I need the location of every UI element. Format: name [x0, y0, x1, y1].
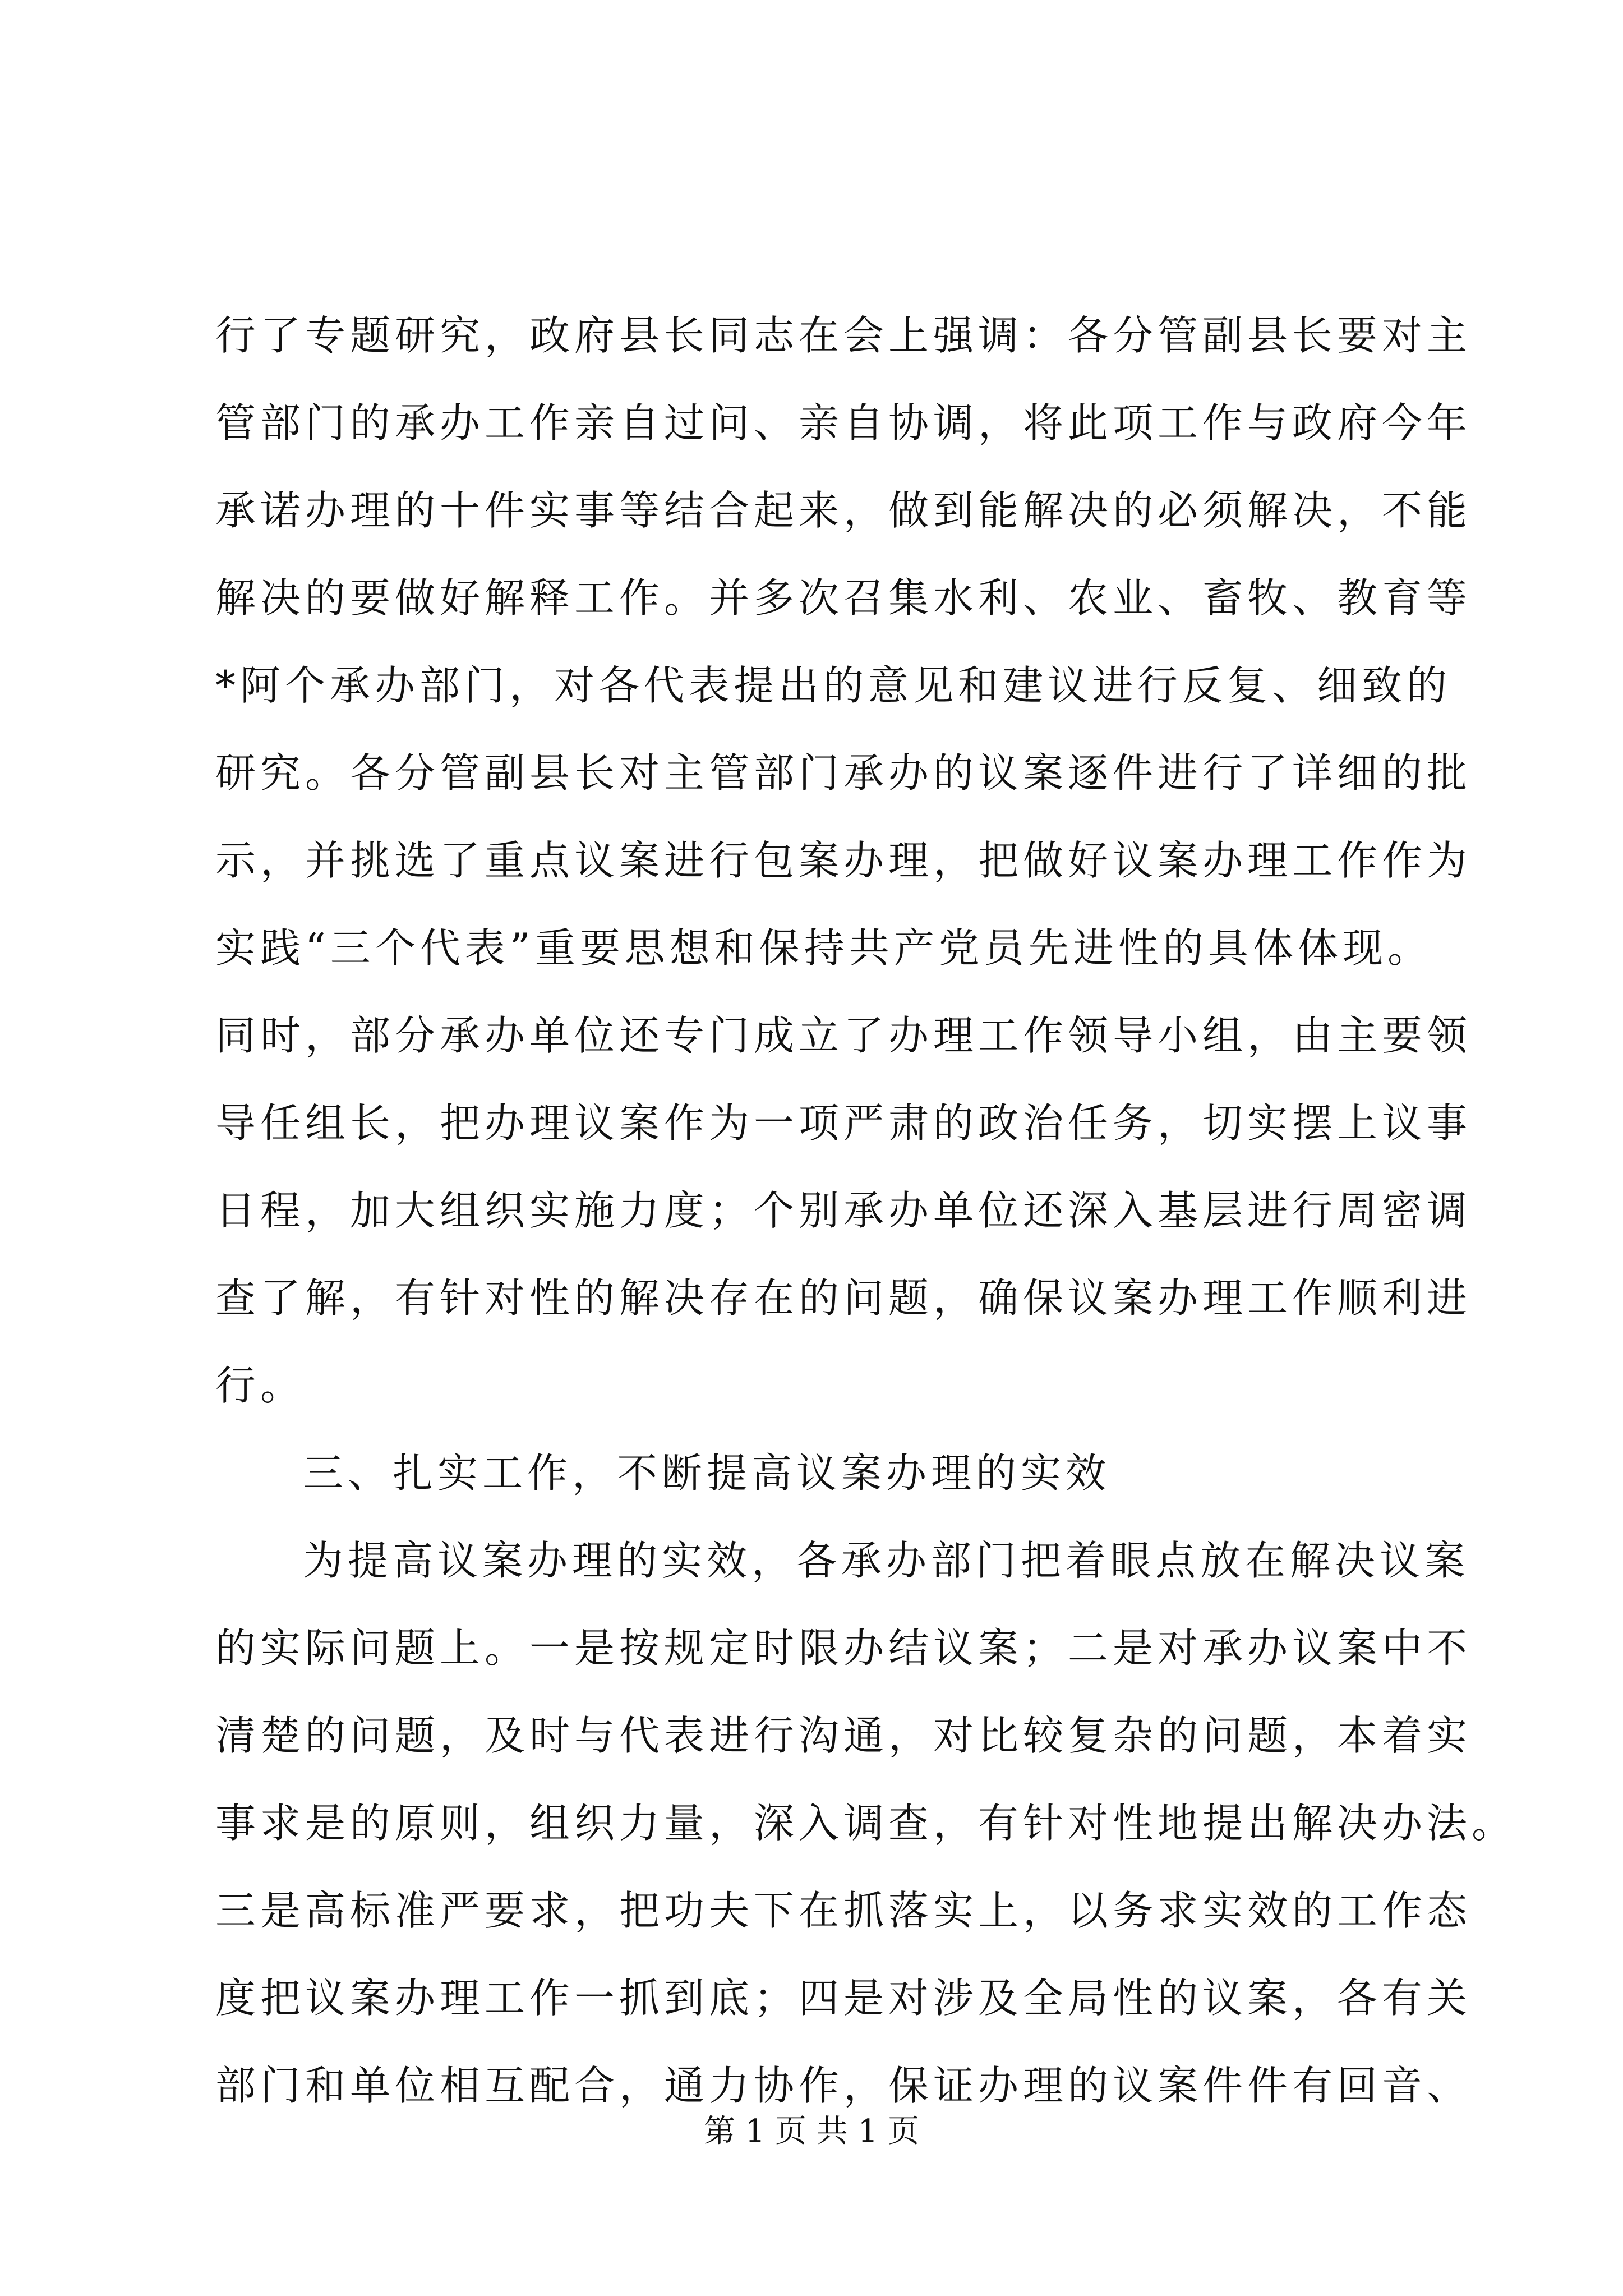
- text-line: 承诺办理的十件实事等结合起来，做到能解决的必须解决，不能: [215, 487, 1472, 534]
- page-number: 第 1 页 共 1 页: [703, 2113, 920, 2150]
- text-line: *阿个承办部门，对各代表提出的意见和建议进行反复、细致的: [215, 662, 1452, 709]
- text-line: 行。: [215, 1362, 306, 1409]
- text-line: 示，并挑选了重点议案进行包案办理，把做好议案办理工作作为: [215, 837, 1472, 884]
- text-line: 导任组长，把办理议案作为一项严肃的政治任务，切实摆上议事: [215, 1099, 1472, 1147]
- text-line: 部门和单位相互配合，通力协作，保证办理的议案件件有回音、: [215, 2062, 1472, 2109]
- text-line: 三是高标准严要求，把功夫下在抓落实上，以务求实效的工作态: [215, 1887, 1472, 1934]
- text-line: 管部门的承办工作亲自过问、亲自协调，将此项工作与政府今年: [215, 399, 1472, 447]
- text-line: 研究。各分管副县长对主管部门承办的议案逐件进行了详细的批: [215, 749, 1472, 797]
- text-line: 行了专题研究，政府县长同志在会上强调：各分管副县长要对主: [215, 312, 1472, 359]
- text-line: 解决的要做好解释工作。并多次召集水利、农业、畜牧、教育等: [215, 574, 1472, 622]
- paragraph-first-line: 为提高议案办理的实效，各承办部门把着眼点放在解决议案: [303, 1537, 1470, 1584]
- text-line: 同时，部分承办单位还专门成立了办理工作领导小组，由主要领: [215, 1012, 1472, 1059]
- text-line: 日程，加大组织实施力度；个别承办单位还深入基层进行周密调: [215, 1187, 1472, 1234]
- document-body: [215, 292, 1517, 2129]
- section-heading: 三、扎实工作，不断提高议案办理的实效: [303, 1450, 1111, 1497]
- text-line: 查了解，有针对性的解决存在的问题，确保议案办理工作顺利进: [215, 1274, 1472, 1322]
- text-line: 事求是的原则，组织力量，深入调查，有针对性地提出解决办法。: [215, 1800, 1517, 1847]
- text-line: 实践“三个代表”重要思想和保持共产党员先进性的具体体现。: [215, 924, 1432, 972]
- text-line: 的实际问题上。一是按规定时限办结议案；二是对承办议案中不: [215, 1625, 1472, 1672]
- text-line: 清楚的问题，及时与代表进行沟通，对比较复杂的问题，本着实: [215, 1712, 1472, 1759]
- text-line: 度把议案办理工作一抓到底；四是对涉及全局性的议案，各有关: [215, 1975, 1472, 2022]
